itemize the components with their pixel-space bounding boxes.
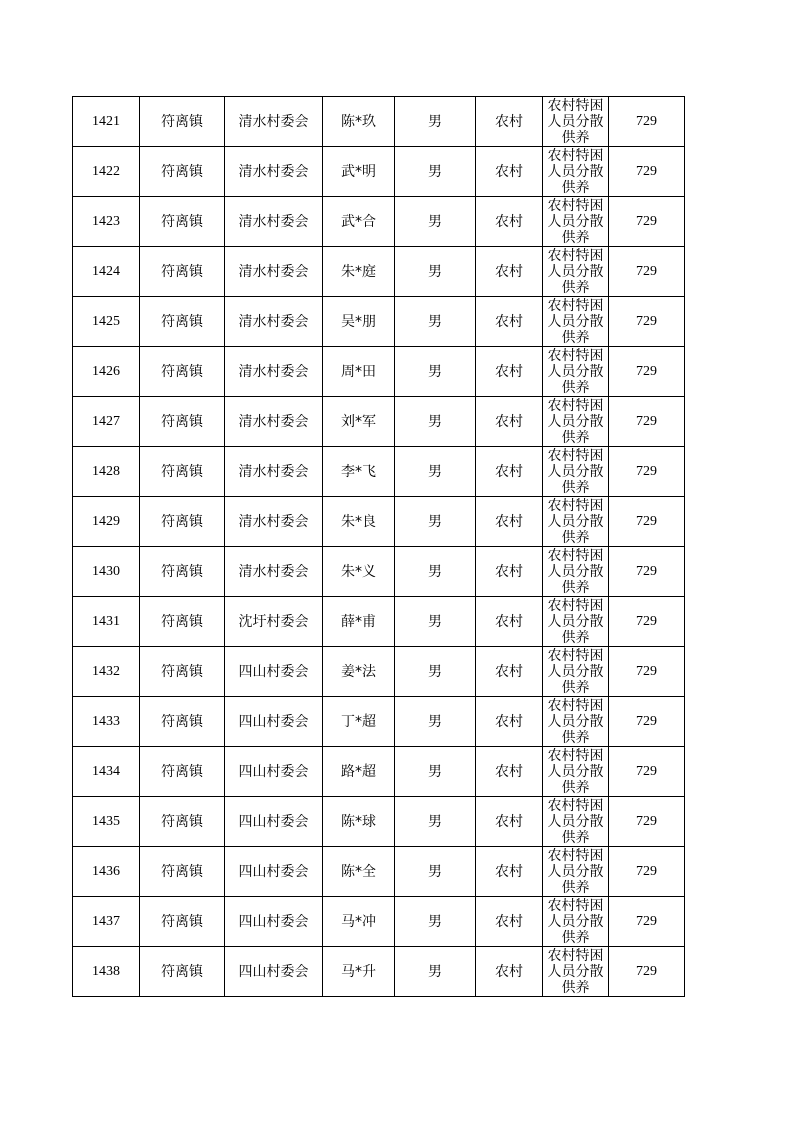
table-row [73, 297, 685, 347]
area-type-cell: 农村 [476, 697, 543, 747]
town-cell: 符离镇 [140, 347, 225, 397]
person-name-cell: 朱*良 [323, 497, 395, 547]
records-table [72, 96, 685, 997]
area-type-cell: 农村 [476, 97, 543, 147]
row-number-cell: 1422 [73, 147, 140, 197]
village-committee-cell: 清水村委会 [225, 297, 323, 347]
support-category-text: 农村特困人员分散供养 [547, 498, 604, 545]
table-row [73, 497, 685, 547]
person-name-cell: 李*飞 [323, 447, 395, 497]
person-name-cell: 丁*超 [323, 697, 395, 747]
amount-cell: 729 [609, 97, 685, 147]
table-body [73, 97, 685, 997]
row-number-cell: 1436 [73, 847, 140, 897]
village-committee-cell: 四山村委会 [225, 847, 323, 897]
town-cell: 符离镇 [140, 897, 225, 947]
support-category-cell [543, 797, 609, 847]
town-cell: 符离镇 [140, 847, 225, 897]
town-cell: 符离镇 [140, 497, 225, 547]
table-row [73, 447, 685, 497]
town-cell: 符离镇 [140, 147, 225, 197]
village-committee-cell: 清水村委会 [225, 497, 323, 547]
village-committee-cell: 清水村委会 [225, 397, 323, 447]
town-cell: 符离镇 [140, 397, 225, 447]
support-category-cell [543, 947, 609, 997]
gender-cell: 男 [395, 97, 476, 147]
town-cell: 符离镇 [140, 697, 225, 747]
support-category-text: 农村特困人员分散供养 [547, 948, 604, 995]
town-cell: 符离镇 [140, 247, 225, 297]
gender-cell: 男 [395, 947, 476, 997]
row-number-cell: 1431 [73, 597, 140, 647]
support-category-cell [543, 597, 609, 647]
village-committee-cell: 沈圩村委会 [225, 597, 323, 647]
row-number-cell: 1433 [73, 697, 140, 747]
village-committee-cell: 四山村委会 [225, 747, 323, 797]
area-type-cell: 农村 [476, 297, 543, 347]
row-number-cell: 1423 [73, 197, 140, 247]
row-number-cell: 1424 [73, 247, 140, 297]
row-number-cell: 1429 [73, 497, 140, 547]
support-category-text: 农村特困人员分散供养 [547, 298, 604, 345]
row-number-cell: 1430 [73, 547, 140, 597]
area-type-cell: 农村 [476, 497, 543, 547]
town-cell: 符离镇 [140, 747, 225, 797]
support-category-text: 农村特困人员分散供养 [547, 548, 604, 595]
amount-cell: 729 [609, 147, 685, 197]
support-category-cell [543, 847, 609, 897]
amount-cell: 729 [609, 697, 685, 747]
town-cell: 符离镇 [140, 647, 225, 697]
gender-cell: 男 [395, 447, 476, 497]
table-row [73, 397, 685, 447]
amount-cell: 729 [609, 597, 685, 647]
table-row [73, 647, 685, 697]
support-category-cell [543, 147, 609, 197]
support-category-cell [543, 447, 609, 497]
amount-cell: 729 [609, 247, 685, 297]
gender-cell: 男 [395, 697, 476, 747]
row-number-cell: 1426 [73, 347, 140, 397]
table-row [73, 947, 685, 997]
area-type-cell: 农村 [476, 897, 543, 947]
support-category-text: 农村特困人员分散供养 [547, 348, 604, 395]
village-committee-cell: 清水村委会 [225, 97, 323, 147]
support-category-cell [543, 197, 609, 247]
table-row [73, 197, 685, 247]
person-name-cell: 马*升 [323, 947, 395, 997]
area-type-cell: 农村 [476, 847, 543, 897]
support-category-text: 农村特困人员分散供养 [547, 98, 604, 145]
amount-cell: 729 [609, 747, 685, 797]
village-committee-cell: 清水村委会 [225, 447, 323, 497]
town-cell: 符离镇 [140, 797, 225, 847]
area-type-cell: 农村 [476, 397, 543, 447]
amount-cell: 729 [609, 947, 685, 997]
village-committee-cell: 清水村委会 [225, 247, 323, 297]
person-name-cell: 周*田 [323, 347, 395, 397]
gender-cell: 男 [395, 247, 476, 297]
table-row [73, 347, 685, 397]
support-category-cell [543, 497, 609, 547]
person-name-cell: 薛*甫 [323, 597, 395, 647]
town-cell: 符离镇 [140, 547, 225, 597]
person-name-cell: 武*合 [323, 197, 395, 247]
village-committee-cell: 四山村委会 [225, 947, 323, 997]
person-name-cell: 陈*球 [323, 797, 395, 847]
amount-cell: 729 [609, 647, 685, 697]
gender-cell: 男 [395, 847, 476, 897]
area-type-cell: 农村 [476, 197, 543, 247]
support-category-cell [543, 897, 609, 947]
row-number-cell: 1435 [73, 797, 140, 847]
row-number-cell: 1427 [73, 397, 140, 447]
village-committee-cell: 四山村委会 [225, 897, 323, 947]
support-category-cell [543, 247, 609, 297]
support-category-text: 农村特困人员分散供养 [547, 898, 604, 945]
gender-cell: 男 [395, 597, 476, 647]
gender-cell: 男 [395, 897, 476, 947]
table-row [73, 847, 685, 897]
support-category-text: 农村特困人员分散供养 [547, 148, 604, 195]
gender-cell: 男 [395, 497, 476, 547]
gender-cell: 男 [395, 147, 476, 197]
table-row [73, 547, 685, 597]
town-cell: 符离镇 [140, 97, 225, 147]
area-type-cell: 农村 [476, 447, 543, 497]
town-cell: 符离镇 [140, 947, 225, 997]
area-type-cell: 农村 [476, 797, 543, 847]
person-name-cell: 吴*朋 [323, 297, 395, 347]
support-category-cell [543, 97, 609, 147]
support-category-text: 农村特困人员分散供养 [547, 248, 604, 295]
area-type-cell: 农村 [476, 347, 543, 397]
town-cell: 符离镇 [140, 297, 225, 347]
gender-cell: 男 [395, 347, 476, 397]
row-number-cell: 1434 [73, 747, 140, 797]
table-row [73, 897, 685, 947]
gender-cell: 男 [395, 297, 476, 347]
area-type-cell: 农村 [476, 647, 543, 697]
person-name-cell: 武*明 [323, 147, 395, 197]
support-category-text: 农村特困人员分散供养 [547, 398, 604, 445]
town-cell: 符离镇 [140, 447, 225, 497]
table-row [73, 597, 685, 647]
village-committee-cell: 四山村委会 [225, 647, 323, 697]
person-name-cell: 刘*军 [323, 397, 395, 447]
gender-cell: 男 [395, 747, 476, 797]
support-category-text: 农村特困人员分散供养 [547, 748, 604, 795]
support-category-text: 农村特困人员分散供养 [547, 198, 604, 245]
person-name-cell: 朱*庭 [323, 247, 395, 297]
gender-cell: 男 [395, 197, 476, 247]
support-category-text: 农村特困人员分散供养 [547, 448, 604, 495]
support-category-cell [543, 697, 609, 747]
table-row [73, 797, 685, 847]
support-category-cell [543, 347, 609, 397]
amount-cell: 729 [609, 797, 685, 847]
row-number-cell: 1425 [73, 297, 140, 347]
amount-cell: 729 [609, 397, 685, 447]
support-category-text: 农村特困人员分散供养 [547, 798, 604, 845]
amount-cell: 729 [609, 347, 685, 397]
area-type-cell: 农村 [476, 747, 543, 797]
area-type-cell: 农村 [476, 147, 543, 197]
gender-cell: 男 [395, 647, 476, 697]
row-number-cell: 1432 [73, 647, 140, 697]
amount-cell: 729 [609, 197, 685, 247]
village-committee-cell: 清水村委会 [225, 547, 323, 597]
person-name-cell: 路*超 [323, 747, 395, 797]
town-cell: 符离镇 [140, 197, 225, 247]
person-name-cell: 陈*全 [323, 847, 395, 897]
support-category-text: 农村特困人员分散供养 [547, 648, 604, 695]
gender-cell: 男 [395, 797, 476, 847]
row-number-cell: 1437 [73, 897, 140, 947]
support-category-text: 农村特困人员分散供养 [547, 698, 604, 745]
table-row [73, 147, 685, 197]
support-category-cell [543, 747, 609, 797]
support-category-cell [543, 297, 609, 347]
support-category-text: 农村特困人员分散供养 [547, 598, 604, 645]
support-category-cell [543, 397, 609, 447]
row-number-cell: 1438 [73, 947, 140, 997]
person-name-cell: 马*冲 [323, 897, 395, 947]
town-cell: 符离镇 [140, 597, 225, 647]
amount-cell: 729 [609, 497, 685, 547]
amount-cell: 729 [609, 547, 685, 597]
table-row [73, 97, 685, 147]
gender-cell: 男 [395, 397, 476, 447]
support-category-text: 农村特困人员分散供养 [547, 848, 604, 895]
amount-cell: 729 [609, 847, 685, 897]
support-category-cell [543, 547, 609, 597]
area-type-cell: 农村 [476, 247, 543, 297]
amount-cell: 729 [609, 897, 685, 947]
person-name-cell: 陈*玖 [323, 97, 395, 147]
area-type-cell: 农村 [476, 547, 543, 597]
table-row [73, 697, 685, 747]
amount-cell: 729 [609, 297, 685, 347]
support-category-cell [543, 647, 609, 697]
row-number-cell: 1428 [73, 447, 140, 497]
amount-cell: 729 [609, 447, 685, 497]
person-name-cell: 姜*法 [323, 647, 395, 697]
village-committee-cell: 四山村委会 [225, 697, 323, 747]
village-committee-cell: 清水村委会 [225, 347, 323, 397]
village-committee-cell: 清水村委会 [225, 147, 323, 197]
person-name-cell: 朱*义 [323, 547, 395, 597]
village-committee-cell: 清水村委会 [225, 197, 323, 247]
village-committee-cell: 四山村委会 [225, 797, 323, 847]
table-row [73, 247, 685, 297]
area-type-cell: 农村 [476, 597, 543, 647]
area-type-cell: 农村 [476, 947, 543, 997]
table-row [73, 747, 685, 797]
row-number-cell: 1421 [73, 97, 140, 147]
gender-cell: 男 [395, 547, 476, 597]
